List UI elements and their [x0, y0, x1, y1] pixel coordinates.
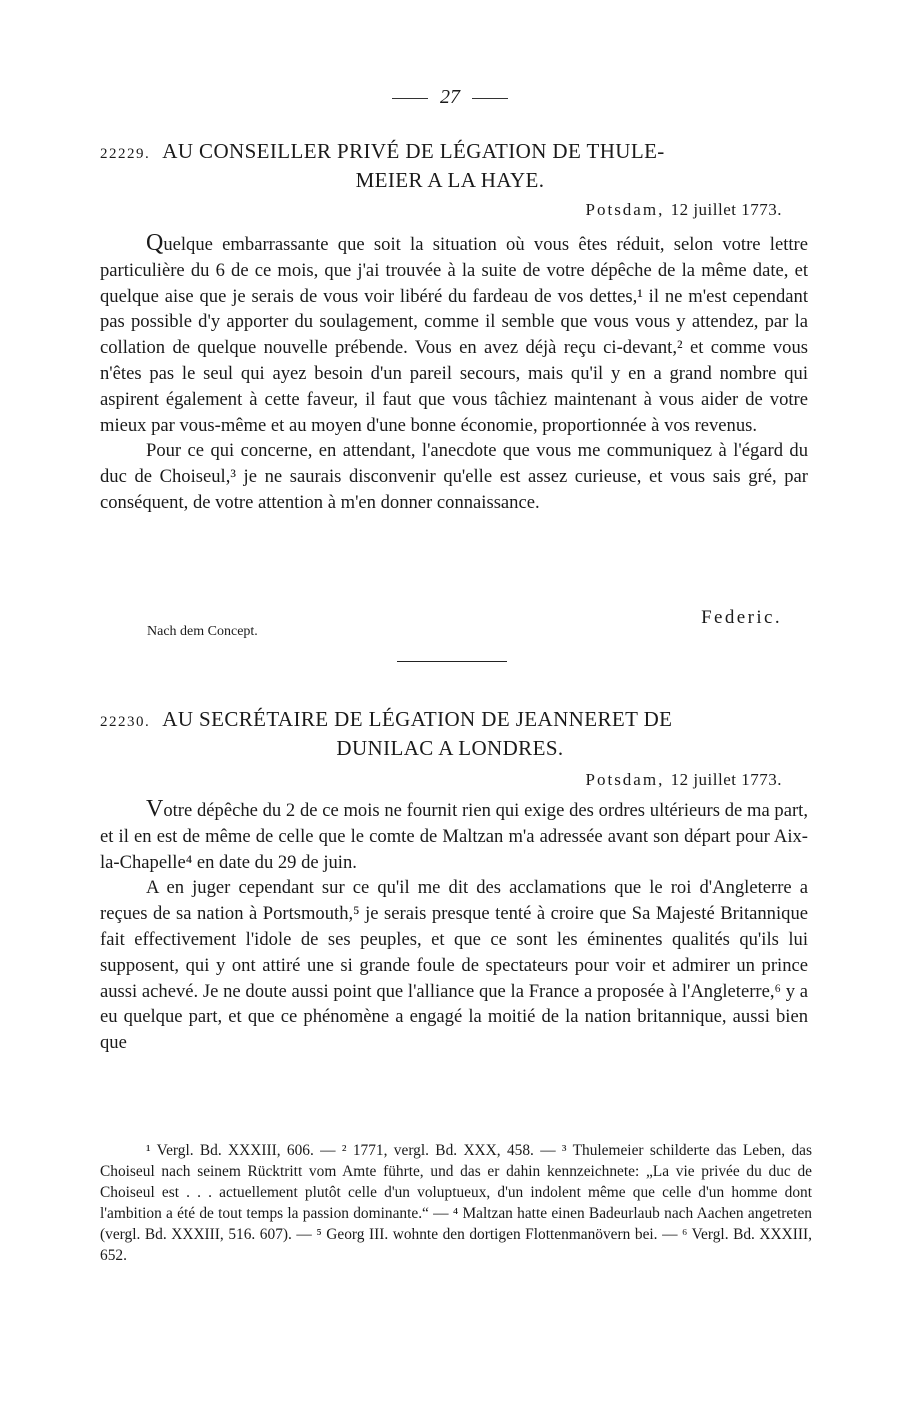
footnotes [100, 1140, 812, 1266]
body-paragraph: Votre dépêche du 2 de ce mois ne fournit rien qui exige des ordres ultérieurs de ma part, et il en est de même de celle que le comte de Maltzan m'a adressée avant son départ pour Aix-la-Chapelle⁴ en date du 29 de juin. [100, 796, 808, 873]
letter-heading [100, 706, 800, 761]
dateline-place: Potsdam, [585, 200, 665, 219]
letter-heading [100, 138, 800, 193]
letter-title-line1: AU CONSEILLER PRIVÉ DE LÉGATION DE THULE- [162, 139, 665, 163]
letter-body [100, 231, 808, 516]
letter-body [100, 797, 808, 1056]
dateline-place: Potsdam, [585, 770, 665, 789]
dateline [586, 200, 782, 220]
body-paragraph: Quelque embarrassante que soit la situation où vous êtes réduit, selon votre lettre particulière du 6 de ce mois, que j'ai trouvée à la suite de votre dépêche de la même date, et quelque aise que je serais de vous voir libéré du fardeau de vos dettes,¹ il ne m'est cependant pas possible d'y apporter du soulagement, comme il semble que vous vous y attendez, par la collation de quelque nouvelle prébende. Vous en avez déjà reçu ci-devant,² et comme vous n'êtes pas le seul qui ayez besoin d'un pareil secours, mais qu'il y en a grand nombre qui aspirent également à cette faveur, il faut que vous tâchiez maintenant à vous aider de votre mieux par vous-même et au moyen d'une bonne économie, proportionnée à vos revenus. [100, 230, 808, 436]
page-number-dash-right [472, 98, 508, 99]
signature: Federic. [701, 607, 782, 628]
footnote-text: ¹ Vergl. Bd. XXXIII, 606. — ² 1771, vergl. Bd. XXX, 458. — ³ Thulemeier schilderte das Leben, das Choiseul nach seinem Rücktritt vom Amte führte, und das er dahin kennzeichnete: „La vie privée du duc de Choiseul est . . . actuellement plutôt celle d'un voluptueux, d'un indolent même que celle d'un homme dont l'ambition a été de tout temps la passion dominante.“ — ⁴ Maltzan hatte einen Badeurlaub nach Aachen angetreten (vergl. Bd. XXXIII, 516. 607). — ⁵ Georg III. wohnte den dortigen Flottenmanövern bei. — ⁶ Vergl. Bd. XXXIII, 652. [100, 1142, 812, 1264]
body-paragraph: Pour ce qui concerne, en attendant, l'anecdote que vous me communiquez à l'égard du duc de Choiseul,³ je ne saurais disconvenir qu'elle est assez curieuse, et vous sais gré, par conséquent, de votre attention à m'en donner connaissance. [100, 440, 808, 513]
letter-title-line2: MEIER A LA HAYE. [355, 168, 545, 192]
page-number-dash-left [392, 98, 428, 99]
section-divider [397, 661, 507, 662]
page-number-text: 27 [440, 86, 460, 108]
letter-title-line2: DUNILAC A LONDRES. [336, 736, 564, 760]
source-note: Nach dem Concept. [147, 624, 258, 639]
body-paragraph: A en juger cependant sur ce qu'il me dit des acclamations que le roi d'Angleterre a reçues de sa nation à Portsmouth,⁵ je serais presque tenté à croire que Sa Majesté Britannique fait effectivement l'idole de ses peuples, et que ce sont les éminentes qualités qu'ils lui supposent, qui y ont attiré une si grande foule de spectateurs pour voir et admirer un prince aussi achevé. Je ne doute aussi point que l'alliance que la France a proposée à l'Angleterre,⁶ y a eu quelque part, et que ce phénomène a engagé la moitié de la nation britannique, aussi bien que [100, 877, 808, 1054]
page-number [0, 86, 900, 109]
dateline [586, 770, 782, 790]
letter-title-line1: AU SECRÉTAIRE DE LÉGATION DE JEANNERET DE [162, 707, 673, 731]
dateline-date: 12 juillet 1773. [670, 770, 782, 789]
dateline-date: 12 juillet 1773. [670, 200, 782, 219]
letter-number: 22229. [100, 146, 151, 162]
letter-number: 22230. [100, 714, 151, 730]
